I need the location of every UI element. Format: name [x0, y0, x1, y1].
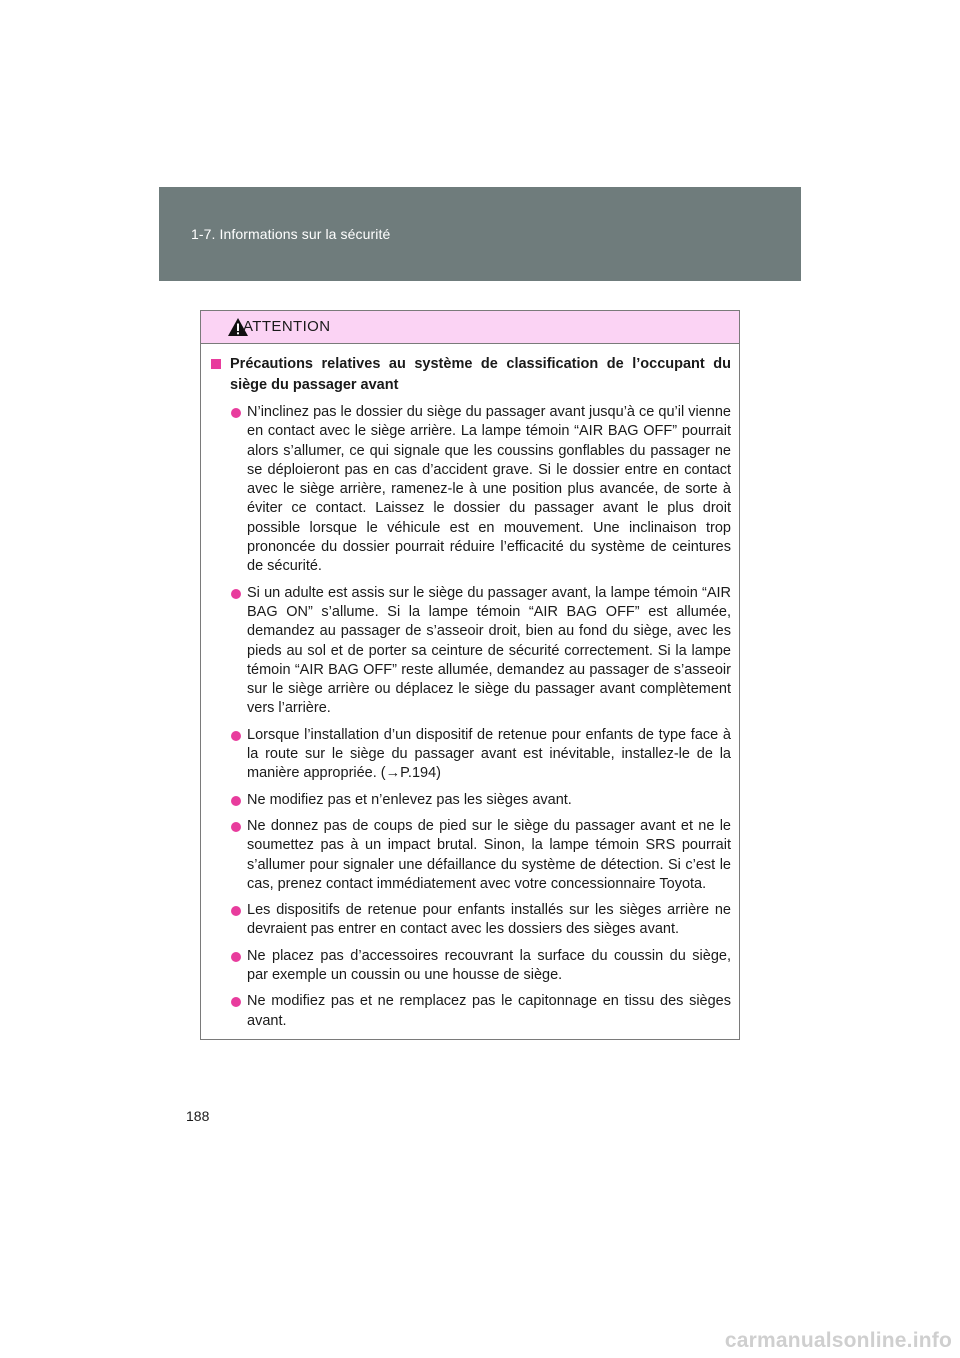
- list-item-text: Les dispositifs de retenue pour enfants installés sur les sièges arrière ne devraient pas entrer en contact avec les dossiers des sièges avant.: [247, 902, 731, 938]
- list-item: [210, 584, 731, 719]
- square-bullet-icon: [211, 359, 221, 369]
- round-bullet-icon: [231, 997, 241, 1007]
- round-bullet-icon: [231, 796, 241, 806]
- section-header-band: [159, 187, 801, 281]
- list-item: [210, 947, 731, 986]
- list-item: [210, 817, 731, 894]
- warning-heading: [210, 354, 731, 396]
- list-item-text: Ne modifiez pas et ne remplacez pas le capitonnage en tissu des sièges avant.: [247, 993, 731, 1029]
- list-item-text: N’inclinez pas le dossier du siège du passager avant jusqu’à ce qu’il vienne en contact avec le siège arrière. La lampe témoin “AIR BAG OFF” pourrait alors s’allumer, ce qui signale que les coussins gonflables du passager ne se déploieront pas en cas d’accident grave. Si le dossier entre en contact avec le siège arrière, ramenez-le à une position plus avancée, de sorte à éviter ce contact. Laissez le dossier du passager avant le plus droit possible lorsque le véhicule est en mouvement. Une inclinaison trop prononcée du dossier pourrait réduire l’efficacité du système de ceintures de sécurité.: [247, 404, 731, 575]
- list-item-text: Ne placez pas d’accessoires recouvrant la surface du coussin du siège, par exemple un coussin ou une housse de siège.: [247, 947, 731, 984]
- list-item-text: Si un adulte est assis sur le siège du passager avant, la lampe témoin “AIR BAG ON” s’allume. Si la lampe témoin “AIR BAG OFF” est allumée, demandez au passager de s’asseoir droit, bien au fond du siège, avec les pieds au sol et de porter sa ceinture de sécurité correctement. Si la lampe témoin “AIR BAG OFF” reste allumée, demandez au passager de s’asseoir sur le siège arrière ou déplacez le siège du passager avant complètement vers l’arrière.: [247, 584, 731, 717]
- warning-heading-text: Précautions relatives au système de classification de l’occupant du siège du passager avant: [230, 356, 731, 393]
- watermark: carmanualsonline.info: [724, 1329, 952, 1352]
- list-item: [210, 403, 731, 577]
- list-item-text: Ne modifiez pas et n’enlevez pas les sièges avant.: [247, 791, 572, 808]
- round-bullet-icon: [231, 731, 241, 741]
- warning-header: [201, 311, 739, 344]
- round-bullet-icon: [231, 952, 241, 962]
- warning-body: [201, 344, 739, 1031]
- warning-label: ATTENTION: [243, 318, 331, 335]
- round-bullet-icon: [231, 589, 241, 599]
- list-item: [210, 901, 731, 940]
- list-item: [210, 791, 731, 810]
- section-title: 1-7. Informations sur la sécurité: [191, 226, 391, 242]
- page-number: 188: [186, 1108, 210, 1124]
- list-item-text: Ne donnez pas de coups de pied sur le siège du passager avant et ne le soumettez pas à un impact brutal. Sinon, la lampe témoin SRS pourrait s’allumer pour signaler une défaillance du système de détection. Si c’est le cas, prenez contact immédiatement avec votre concessionnaire Toyota.: [247, 817, 731, 892]
- warning-box: [200, 310, 740, 1040]
- round-bullet-icon: [231, 408, 241, 418]
- round-bullet-icon: [231, 822, 241, 832]
- list-item: [210, 992, 731, 1031]
- list-item: [210, 726, 731, 784]
- round-bullet-icon: [231, 906, 241, 916]
- list-item-text: Lorsque l’installation d’un dispositif de retenue pour enfants de type face à la route sur le siège du passager avant est inévitable, installez-le de la manière appropriée. (→P.194): [247, 726, 731, 782]
